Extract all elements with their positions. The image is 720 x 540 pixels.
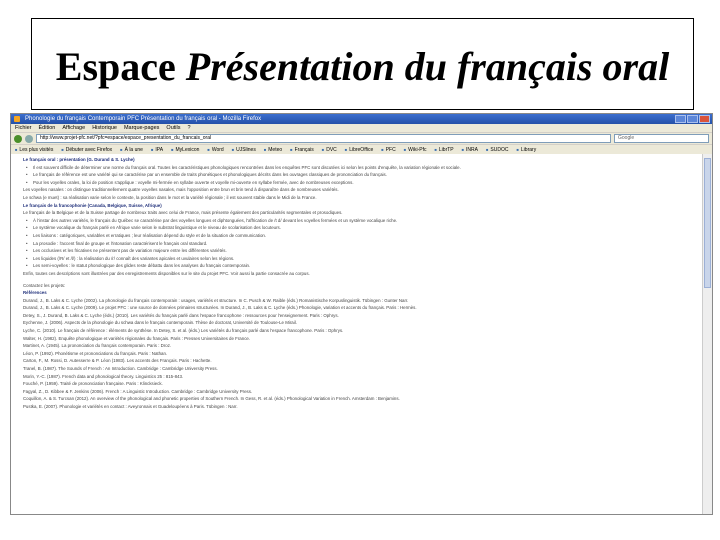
text-line: Pustka, E. (2007). Phonologie et variétés en contact : Aveyronnais et Guadeloupéens à Paris. Tübingen : Narr.: [23, 404, 238, 409]
text-line: Fouché, P. (1959). Traité de prononciation française. Paris : Klincksieck.: [23, 381, 163, 387]
title-regular: Espace: [55, 44, 176, 89]
search-input[interactable]: Google: [614, 134, 709, 143]
text-line: Martinet, A. (1945). La prononciation du français contemporain. Paris : Droz.: [23, 343, 172, 349]
url-input[interactable]: http://www.projet-pfc.net/?pfc=espace/espace_presentation_du_francais_oral: [36, 134, 611, 143]
vertical-scrollbar[interactable]: [702, 154, 712, 514]
text-line: Carton, F., M. Rossi, D. Autesserre & P. Léon (1983). Les accents des Français. Paris : Hachette.: [23, 358, 212, 364]
text-line: Eychenne, J. (2006). Aspects de la phonologie du schwa dans le français contemporain. Thèse de doctorat, Université de Toulouse-Le Mirail.: [23, 320, 297, 326]
bookmark-link[interactable]: ■ LibrTP: [434, 147, 453, 153]
bookmark-link[interactable]: ■ MyLexicon: [171, 147, 199, 153]
page-content: [11, 154, 702, 514]
bookmark-link[interactable]: ■ INRA: [462, 147, 478, 153]
text-line: Walter, H. (1982). Enquête phonologique et variétés régionales du français. Paris : Presses Universitaires de France.: [23, 335, 251, 341]
section-heading: Le français de la francophonie (Canada, Belgique, Suisse, Afrique): [23, 202, 162, 208]
menu-item[interactable]: Marque-pages: [123, 125, 160, 131]
window-controls: [675, 115, 710, 123]
text-line: • Les semi-voyelles : le statut phonologique des glides reste débattu dans les analyses du français contemporain.: [23, 262, 696, 270]
bookmark-link[interactable]: ■ Les plus visités: [15, 147, 53, 153]
text-line: Enfin, toutes ces descriptions sont illustrées par des enregistrements disponibles sur le site du projet PFC. Voir aussi la partie consacrée au corpus.: [23, 270, 310, 276]
text-line: Le schwa (e muet) : sa réalisation varie selon le contexte, la position dans le mot et la variété régionale ; il est souvent stable dans le Midi de la France.: [23, 194, 317, 200]
bookmark-link[interactable]: ■ Library: [516, 147, 536, 153]
bookmark-link[interactable]: ■ IPA: [151, 147, 163, 153]
text-line: • Les liaisons : catégoriques, variables et erratiques ; leur réalisation dépend du style et de la situation de communication.: [23, 232, 696, 240]
bookmark-link[interactable]: ■ Wiki-Pfc: [404, 147, 427, 153]
text-line: Les voyelles nasales : on distingue traditionnellement quatre voyelles nasales, mais l'opposition entre brun et brin tend à disparaître dans de nombreuses variétés.: [23, 187, 339, 193]
text-line: Lyche, C. (2010). Le français de référence : éléments de synthèse. In Detey, S. et al. (éds.) Les variétés du français parlé dans l'espace francophone. Paris : Ophrys.: [23, 328, 344, 334]
slide-title-box: [31, 18, 694, 110]
bookmarks-bar: [11, 144, 712, 154]
menu-item[interactable]: ?: [187, 125, 191, 131]
text-line: • La prosodie : l'accent final de groupe et l'intonation caractérisent le français oral standard.: [23, 240, 696, 248]
window-title: Phonologie du français Contemporain PFC Présentation du français oral - Mozilla Firefox: [25, 116, 262, 122]
title-italic: Présentation du français oral: [185, 44, 670, 89]
minimize-button[interactable]: [675, 115, 686, 123]
section-heading: Références: [23, 290, 47, 296]
text-line: Contactez les projets:: [23, 282, 66, 288]
bookmark-link[interactable]: ■ Word: [207, 147, 223, 153]
close-button[interactable]: [699, 115, 710, 123]
text-line: • Le français de référence est une variété qui se caractérise par un ensemble de traits phonétiques et phonologiques décrits dans les ouvrages classiques de prononciation du français.: [23, 171, 696, 179]
firefox-icon: [14, 116, 20, 122]
navigation-toolbar: [11, 132, 712, 144]
scrollbar-thumb[interactable]: [704, 158, 711, 288]
text-line: Durand, J., B. Laks & C. Lyche (2002). La phonologie du français contemporain : usages, variétés et structure. In C. Pusch & W. Raible (éds.) Romanistische Korpuslinguistik. Tübingen : Gunter Narr.: [23, 297, 409, 303]
text-line: • Les occlusives et les fricatives ne présentent pas de variation majeure entre les différentes variétés.: [23, 247, 696, 255]
browser-screenshot: [10, 113, 713, 515]
bookmark-link[interactable]: ■ Français: [290, 147, 314, 153]
menu-item[interactable]: Outils: [166, 125, 181, 131]
text-line: • Les liquides (/R/ et /l/) : la réalisation du /r/ connaît des variantes apicales et uvulaires selon les régions.: [23, 255, 696, 263]
text-line: Léon, P. (1992). Phonétisme et prononciations du français. Paris : Nathan.: [23, 350, 168, 356]
bookmark-link[interactable]: ■ LibreOffice: [345, 147, 374, 153]
bookmark-link[interactable]: ■ DVC: [322, 147, 337, 153]
window-titlebar: [11, 114, 712, 124]
slide-title: [32, 43, 693, 90]
menu-item[interactable]: Affichage: [62, 125, 86, 131]
menu-item[interactable]: Fichier: [15, 125, 32, 131]
bookmark-link[interactable]: ■ À la une: [120, 147, 143, 153]
text-line: • Le système vocalique du français parlé en Afrique varie selon le substrat linguistique et le niveau de scolarisation des locuteurs.: [23, 224, 696, 232]
bookmark-link[interactable]: ■ UJSlines: [232, 147, 256, 153]
bookmark-link[interactable]: ■ PFC: [381, 147, 395, 153]
text-line: • À l'instar des autres variétés, le français du Québec se caractérise par des voyelles longues et diphtonguées, l'affrication de /t d/ devant les voyelles fermées et un système vocalique riche.: [23, 217, 696, 225]
text-line: • Il est souvent difficile de déterminer une norme du français oral. Toutes les caractéristiques phonologiques rencontrées dans les enquêtes PFC sont discutées ici selon les points d'enquête, la variation régionale et sociale.: [23, 164, 696, 172]
text-line: Durand, J., B. Laks & C. Lyche (2009). Le projet PFC : une source de données primaires structurées. In Durand, J., B. Laks & C. Lyche (éds.) Phonologie, variation et accents du français. Paris : Hermès.: [23, 305, 417, 311]
menu-item[interactable]: Historique: [92, 125, 117, 131]
bookmark-link[interactable]: ■ Meteo: [264, 147, 282, 153]
forward-icon[interactable]: [25, 135, 33, 143]
text-line: Morin, Y.-C. (1987). French data and phonological theory. Linguistics 25 : 815-843.: [23, 373, 184, 379]
text-line: Fagyal, Z., D. Kibbee & F. Jenkins (2006). French : A Linguistic Introduction. Cambridge : Cambridge University Press.: [23, 388, 253, 394]
menu-bar: [11, 124, 712, 132]
menu-item[interactable]: Édition: [38, 125, 56, 131]
bookmark-link[interactable]: ■ Débuter avec Firefox: [61, 147, 112, 153]
text-line: Le français de la Belgique et de la Suisse partage de nombreux traits avec celui de France, mais présente également des particularités segmentales et prosodiques.: [23, 210, 343, 216]
section-heading: Le français oral : présentation (G. Durand & S. Lyche): [23, 157, 135, 162]
bookmark-link[interactable]: ■ SUDOC: [486, 147, 508, 153]
text-line: Coquillon, A. & S. Turcsan (2012). An overview of the phonological and phonetic properties of Southern French. In Gess, R. et al. (éds.) Phonological Variation in French. Amsterdam : Benjamins.: [23, 396, 400, 402]
text-line: Detey, S., J. Durand, B. Laks & C. Lyche (éds.) (2010). Les variétés du français parlé dans l'espace francophone : ressources pour l'enseignement. Paris : Ophrys.: [23, 312, 339, 318]
back-icon[interactable]: [14, 135, 22, 143]
maximize-button[interactable]: [687, 115, 698, 123]
text-line: Tranel, B. (1987). The Sounds of French : An Introduction. Cambridge : Cambridge University Press.: [23, 366, 218, 372]
text-line: • Pour les voyelles orales, la loi de position s'applique : voyelle mi-fermée en syllabe ouverte et voyelle mi-ouverte en syllabe fermée, avec de nombreuses exceptions.: [23, 179, 696, 187]
